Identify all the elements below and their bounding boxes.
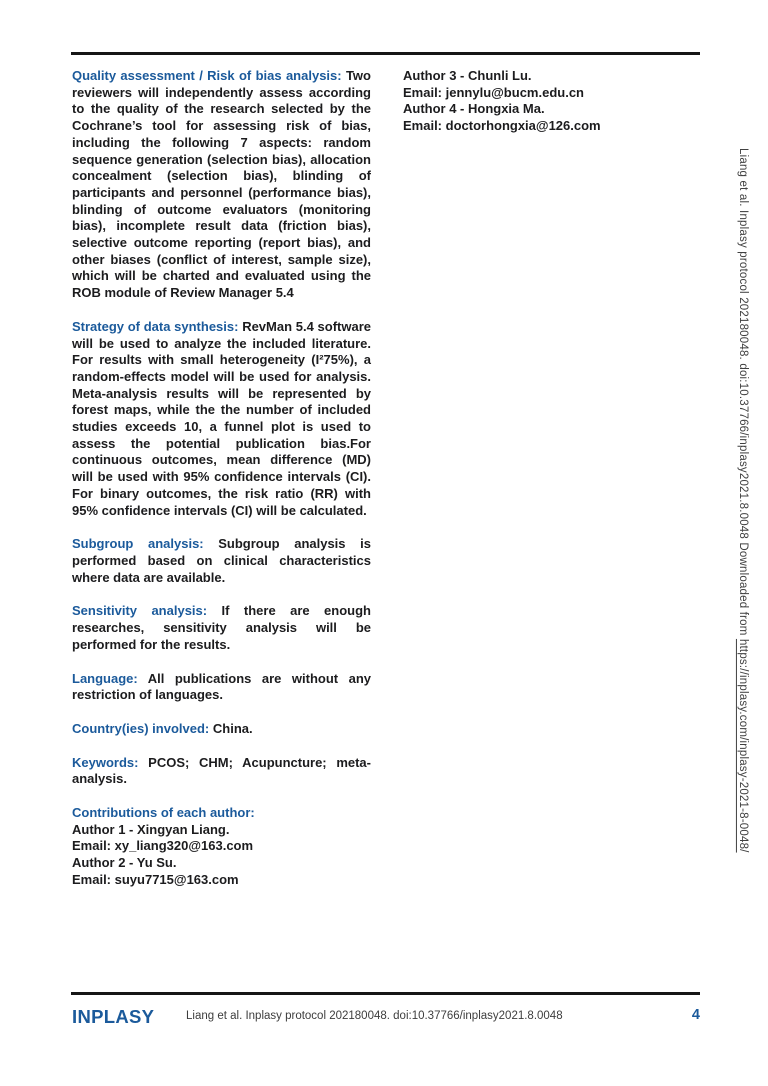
section-quality-assessment <box>72 68 371 302</box>
section-body: RevMan 5.4 software will be used to analyze the included literature. For results with small heterogeneity (I²75%), a random-effects model will be used for analysis. Meta-analysis results will be represented by forest maps, while the the number of included studies exceeds 10, a funnel plot is used to assess the potential publication bias.For continuous outcomes, mean difference (MD) will be used with 95% confidence intervals (CI). For binary outcomes, the risk ratio (RR) with 95% confidence intervals (CI) will be calculated. <box>72 318 371 518</box>
section-heading: Quality assessment / Risk of bias analysis: <box>72 68 342 83</box>
section-body: China. <box>212 720 253 736</box>
author-line: Author 2 - Yu Su. <box>72 855 177 871</box>
section-heading: Sensitivity analysis: <box>72 603 208 619</box>
author-email-line: Email: suyu7715@163.com <box>72 871 239 887</box>
section-contributions <box>72 805 371 889</box>
section-country-involved <box>72 721 371 738</box>
author-email-line: Email: xy_liang320@163.com <box>72 838 254 854</box>
section-subgroup-analysis <box>72 536 371 586</box>
section-strategy-of-data-synthesis <box>72 319 371 519</box>
vertical-citation-text: Liang et al. Inplasy protocol 202180048. doi:10.37766/inplasy2021.8.0048 Downloaded from <box>737 148 749 639</box>
section-body: Subgroup analysis is performed based on clinical characteristics where data are available. <box>72 536 371 585</box>
vertical-margin-citation <box>737 148 749 978</box>
author-line: Author 1 - Xingyan Liang. <box>72 821 230 837</box>
section-body: If there are enough researches, sensitivity analysis will be performed for the results. <box>72 603 371 652</box>
right-column <box>403 68 653 135</box>
inplasy-logo: INPLASY <box>72 1006 155 1027</box>
section-heading: Country(ies) involved: <box>72 720 210 736</box>
bottom-rule <box>71 992 700 995</box>
author-email-line: Email: doctorhongxia@126.com <box>403 118 601 134</box>
left-column <box>72 68 371 906</box>
author-email-line: Email: jennylu@bucm.edu.cn <box>403 84 584 100</box>
vertical-citation-link[interactable]: https://inplasy.com/inplasy-2021-8-0048/ <box>737 638 749 853</box>
author-line: Author 4 - Hongxia Ma. <box>403 101 545 117</box>
page-number: 4 <box>691 1007 700 1023</box>
footer-citation: Liang et al. Inplasy protocol 202180048. doi:10.37766/inplasy2021.8.0048 <box>186 1010 563 1022</box>
section-heading: Strategy of data synthesis: <box>72 318 239 334</box>
section-heading: Subgroup analysis: <box>72 536 204 552</box>
section-heading: Contributions of each author: <box>72 805 255 821</box>
section-body: Two reviewers will independently assess according to the quality of the research selected by the Cochrane’s tool for assessing risk of bias, including the following 7 aspects: random sequence generation (selection bias), allocation concealment (selection bias), blinding of participants and personnel (performance bias), blinding of outcome evaluators (monitoring bias), incomplete result data (friction bias), selective outcome reporting (report bias), and other biases (conflict of interest, sample size), which will be charted and evaluated using the ROB module of Review Manager 5.4 <box>72 68 371 301</box>
section-heading: Keywords: <box>72 754 139 770</box>
author-line: Author 3 - Chunli Lu. <box>403 68 532 83</box>
section-language <box>72 671 371 704</box>
top-rule <box>71 52 700 55</box>
section-body: PCOS; CHM; Acupuncture; meta-analysis. <box>72 754 371 787</box>
section-keywords <box>72 755 371 788</box>
section-body: All publications are without any restriction of languages. <box>72 670 371 703</box>
section-heading: Language: <box>72 670 138 686</box>
section-sensitivity-analysis <box>72 603 371 653</box>
